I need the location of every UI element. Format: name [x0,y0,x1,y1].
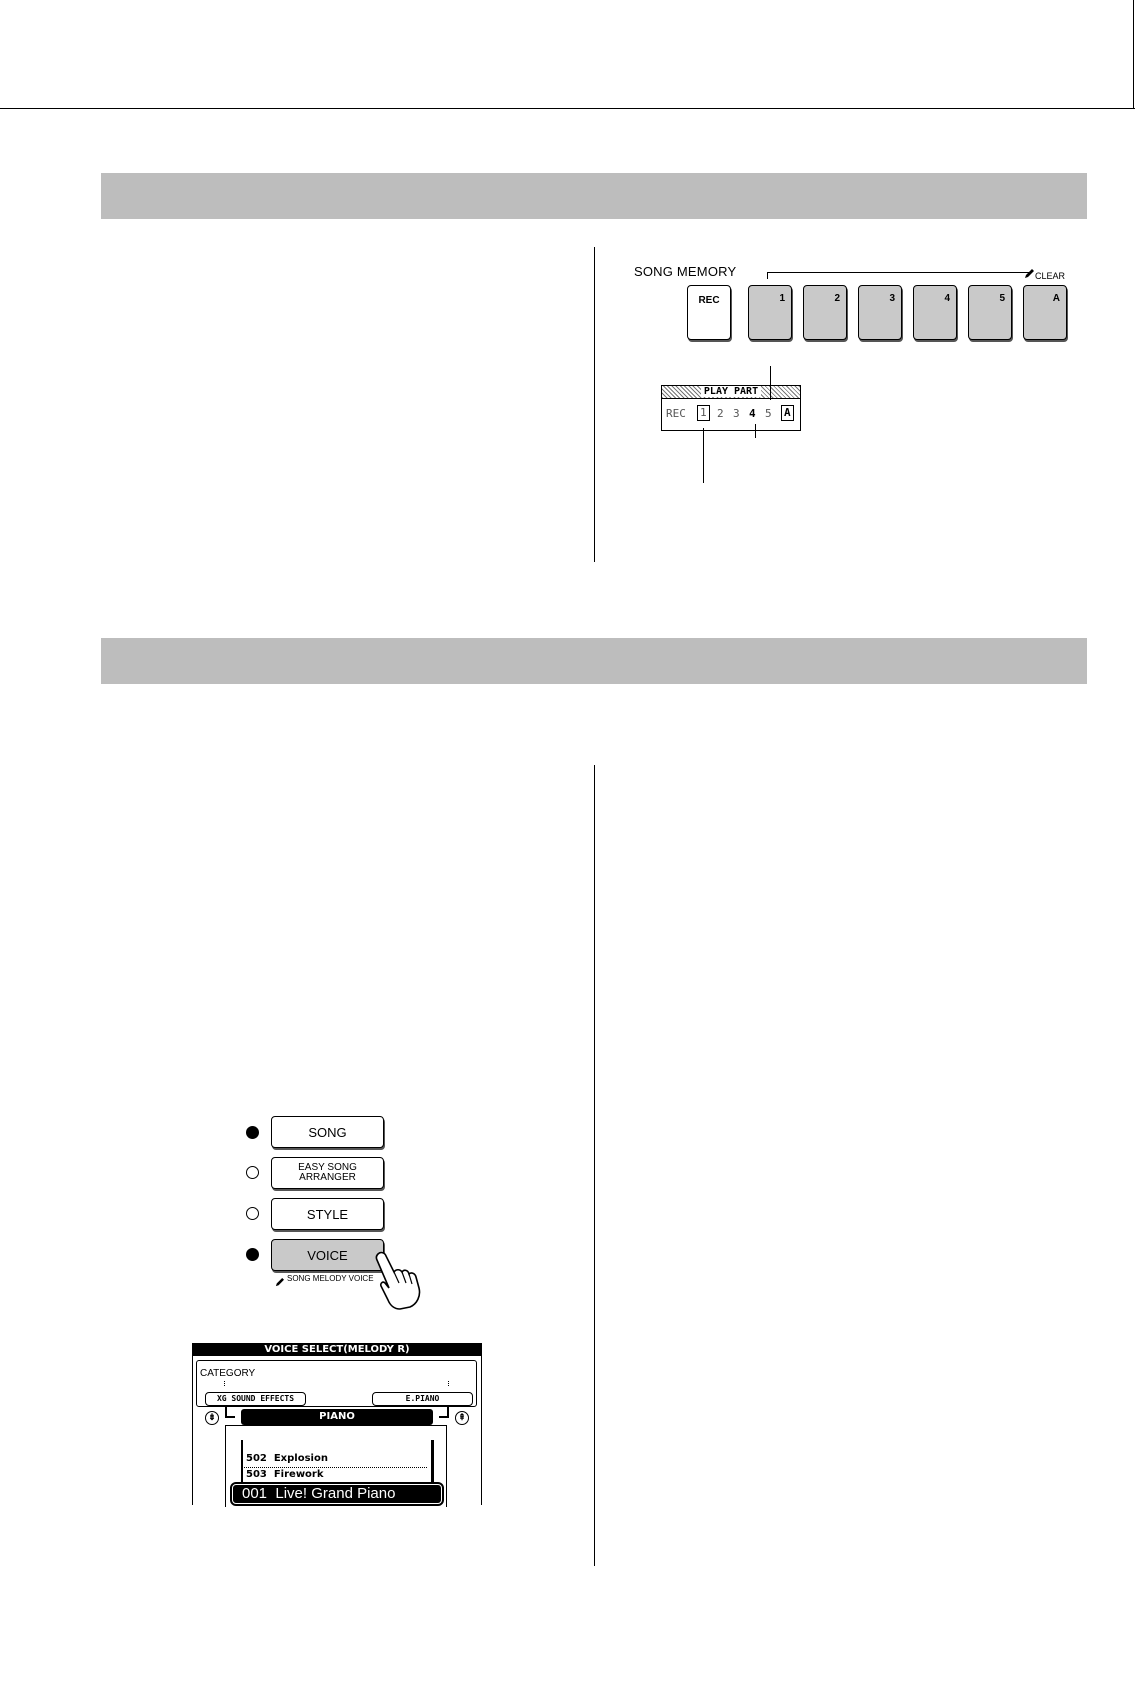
pencil-icon [275,1274,284,1283]
category-down-icon: ⇟ [205,1411,219,1425]
song-button[interactable]: SONG [271,1116,384,1148]
section-header-band-2 [101,638,1087,684]
style-button[interactable]: STYLE [271,1198,384,1230]
category-bracket-left [225,1406,235,1418]
track-2-button[interactable]: 2 [803,285,847,340]
pencil-icon [1024,266,1034,276]
prev-category-tick [224,1381,226,1386]
column-divider-1 [594,247,595,562]
track-3-button[interactable]: 3 [858,285,902,340]
selected-voice: 001 Live! Grand Piano [230,1482,444,1506]
category-up-icon: ⇞ [455,1411,469,1425]
voice-select-title: VOICE SELECT(MELODY R) [193,1343,481,1356]
voice-list-item: 502 Explosion [246,1453,328,1464]
easy-song-arranger-button[interactable]: EASY SONG ARRANGER [271,1157,384,1189]
part-4-indicator: 4 [749,407,756,420]
track-a-button[interactable]: A [1023,285,1067,340]
list-separator [244,1467,427,1468]
category-label: CATEGORY [200,1368,256,1379]
callout-line-5 [770,366,771,400]
style-lamp-icon [246,1207,259,1220]
clear-label: CLEAR [1035,271,1066,281]
play-part-title: PLAY PART [662,386,800,399]
track-4-button[interactable]: 4 [913,285,957,340]
pointing-hand-icon [372,1250,422,1310]
track-5-button[interactable]: 5 [968,285,1012,340]
callout-line-4 [755,424,756,438]
header-rule [0,108,1135,109]
next-category-tick [448,1381,450,1386]
part-rec-indicator: REC [666,407,686,420]
voice-lamp-icon [246,1248,259,1261]
voice-button[interactable]: VOICE [271,1239,384,1271]
track-1-button[interactable]: 1 [748,285,792,340]
song-memory-title: SONG MEMORY [634,264,737,279]
voice-select-display [192,1343,482,1505]
part-1-indicator: 1 [697,405,710,421]
rec-button[interactable]: REC [687,285,731,340]
part-2-indicator: 2 [717,407,724,420]
part-a-indicator: A [781,405,794,421]
part-3-indicator: 3 [733,407,740,420]
category-bracket-right [439,1406,449,1418]
column-divider-2 [594,765,595,1566]
song-lamp-icon [246,1126,259,1139]
section-header-band-1 [101,173,1087,219]
current-category: PIANO [241,1409,433,1425]
voice-list-item: 503 Firework [246,1469,324,1480]
play-part-display [661,385,801,431]
prev-category-pill: XG SOUND EFFECTS [205,1392,306,1406]
easy-song-arranger-lamp-icon [246,1166,259,1179]
callout-line-1 [703,428,704,483]
clear-bracket [767,272,1032,279]
part-5-indicator: 5 [765,407,772,420]
next-category-pill: E.PIANO [372,1392,473,1406]
page-edge-rule [1133,0,1134,109]
song-melody-voice-label: SONG MELODY VOICE [287,1274,374,1283]
